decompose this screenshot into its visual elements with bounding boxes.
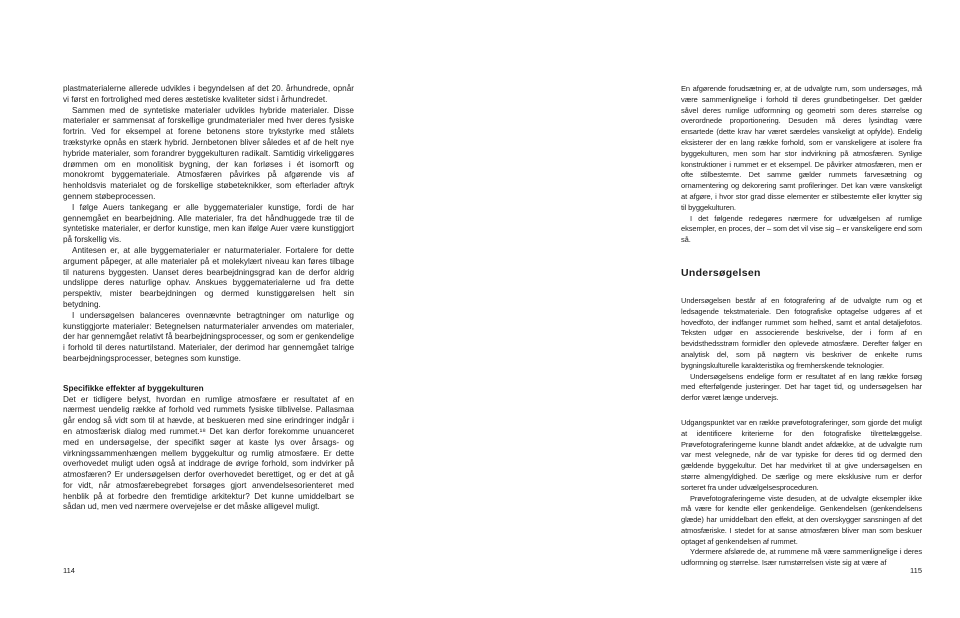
paragraph: Antitesen er, at alle byggematerialer er naturmaterialer. Fortalere for dette argument påpeger, at alle materialer på et molekylært niveau kan føres tilbage til naturens byggesten. Uanset deres bearbejdningsgrad kan de derfor aldrig undslippe deres naturlige ophav. Anskues byggematerialerne ud fra dette perspektiv, mister bearbejdningen og dermed kunstiggørelsen helt sin betydning. [63, 245, 354, 309]
right-page-number: 115 [910, 566, 922, 575]
paragraph: En afgørende forudsætning er, at de udvalgte rum, som undersøges, må være sammenlignelige i forhold til deres grundbetingelser. Det gælder såvel deres rumlige udformning og geometri som deres størrelse og overordnede proportionering. Desuden må deres lysindtag være ensartede (dette krav har været særdeles vanskeligt at opfylde). Endelig eksisterer der en lang række forhold, som er vanskeligere at isolere fra byggekulturen, men som har stor indvirkning på atmosfæren. Synlige konstruktioner i rummet er et eksempel. De påvirker atmosfæren, men er ofte stilbestemte. Det samme gælder rummets farvesætning og ornamentering og dekorering samt profileringer. Det kan være vanskeligt at afgøre, i hvor stor grad disse elementer er stilbestemte eller knytter sig til byggekulturen. [681, 84, 922, 212]
paragraph: Undersøgelsens endelige form er resultatet af en lang række forsøg med efterfølgende justeringer. Det har taget tid, og undersøgelsen har derfor været længe undervejs. [681, 371, 922, 403]
paragraph: I følge Auers tankegang er alle byggematerialer kunstige, fordi de har gennemgået en bearbejdning. Alle materialer, fra det håndhuggede træ til de syntetiske materialer, er derfor kunstige, men kan ifølge Auer være kunstiggjort på forskellig vis. [63, 202, 354, 245]
paragraph: Undersøgelsen består af en fotografering af de udvalgte rum og et ledsagende tekstmateriale. Den fotografiske optagelse udgøres af et hovedfoto, der indfanger rummet som helhed, samt et antal detaljefotos. Teksten udgør en associerende beskrivelse, der i form af en bevidsthedsstrøm formidler den oplevede atmosfære. Derefter følger en analytisk del, som på nøgtern vis beskriver de enkelte rums bygningskulturelle karakteristika og fremherskende teknologier. [681, 295, 922, 370]
paragraph: Det er tidligere belyst, hvordan en rumlige atmosfære er resultatet af en nærmest uendelig række af forhold ved rummets fysiske tilblivelse. Pallasmaa går endog så vidt som til at hævde, at beskueren med sine erindringer indgår i en atmosfærisk dialog med rummet.¹⁸ Det kan derfor forekomme unuanceret med en undersøgelse, der specifikt søger at kaste lys over årsags- og virkningssammenhængen mellem byggekultur og rumlig atmosfære. Er dette overhovedet muligt uden også at inddrage de øvrige forhold, som indvirker på atmosfæren? Er undersøgelsen derfor overhovedet berettiget, og er det at gå for vidt, når atmosfærebegrebet forsøges gjort anvendelsesorienteret med henblik på at forbedre den fremtidige arkitektur? Det kunne umiddelbart se sådan ud, men ved nærmere overvejelse er det måske alligevel muligt. [63, 394, 354, 512]
paragraph: Udgangspunktet var en række prøvefotograferinger, som gjorde det muligt at identificere kriterierne for den fotografiske tilrettelæggelse. Prøvefotograferingerne kunne blandt andet afdække, at de udvalgte rum var mest velegnede, når de var typiske for deres tid og dermed den gældende byggekultur. Det har medvirket til at give undersøgelsen en større almengyldighed. De særlige og mere eksklusive rum er derfor sorteret fra under udvælgelsesproceduren. [681, 417, 922, 492]
paragraph: plastmaterialerne allerede udvikles i begyndelsen af det 20. århundrede, opnår vi først en fortrolighed med deres æstetiske kvaliteter sidst i århundredet. [63, 84, 354, 104]
paragraph: Sammen med de syntetiske materialer udvikles hybride materialer. Disse materialer er sammensat af forskellige grundmaterialer med hver deres fysiske fortrin. Ved for eksempel at forene betonens store trykstyrke med stålets trækstyrke opnås en stærk hybrid. Jernbetonen bliver således et af de helt nye hybride materialer, som forandrer byggekulturen radikalt. Samtidig virkeliggøres drømmen om en monolitisk bygning, der kan forløses i ét isomorft og monokromt byggemateriale. Atmosfæren påvirkes på afgørende vis af henholdsvis materialet og de forskellige støbeteknikker, som efterlader aftryk gennem støbeprocessen. [63, 105, 354, 201]
paragraph: I det følgende redegøres nærmere for udvælgelsen af rumlige eksempler, en proces, der – som det vil vise sig – er vanskeligere end som så. [681, 213, 922, 245]
section-heading: Undersøgelsen [681, 266, 761, 279]
left-page-number: 114 [63, 566, 75, 575]
right-page-text-column [681, 84, 922, 569]
paragraph: I undersøgelsen balanceres ovennævnte betragtninger om naturlige og kunstiggjorte materialer: Betegnelsen naturmaterialer anvendes om materialer, der har gennemgået relativt få bearbejdningsprocesser, og som er genkendelige i forhold til deres naturtilstand. Materialer, der derimod har gennemgået talrige bearbejdningsprocesser, betegnes som kunstige. [63, 310, 354, 363]
paragraph-gap [681, 404, 922, 418]
sub-heading: Specifikke effekter af byggekulturen [63, 383, 204, 393]
left-page-text-column [63, 84, 354, 513]
paragraph: Prøvefotograferingerne viste desuden, at de udvalgte eksempler ikke må være for kendte eller genkendelige. Genkendelsen (genkendelsens glæde) har umiddelbart den effekt, at den overskygger sansningen af det atmosfæriske. I stedet for at sanse atmosfæren bliver man som beskuer optaget af genkendelsen af rummet. [681, 493, 922, 546]
paragraph: Ydermere afslørede de, at rummene må være sammenlignelige i deres udformning og størrelse. Især rumstørrelsen viste sig at være af [681, 547, 922, 568]
